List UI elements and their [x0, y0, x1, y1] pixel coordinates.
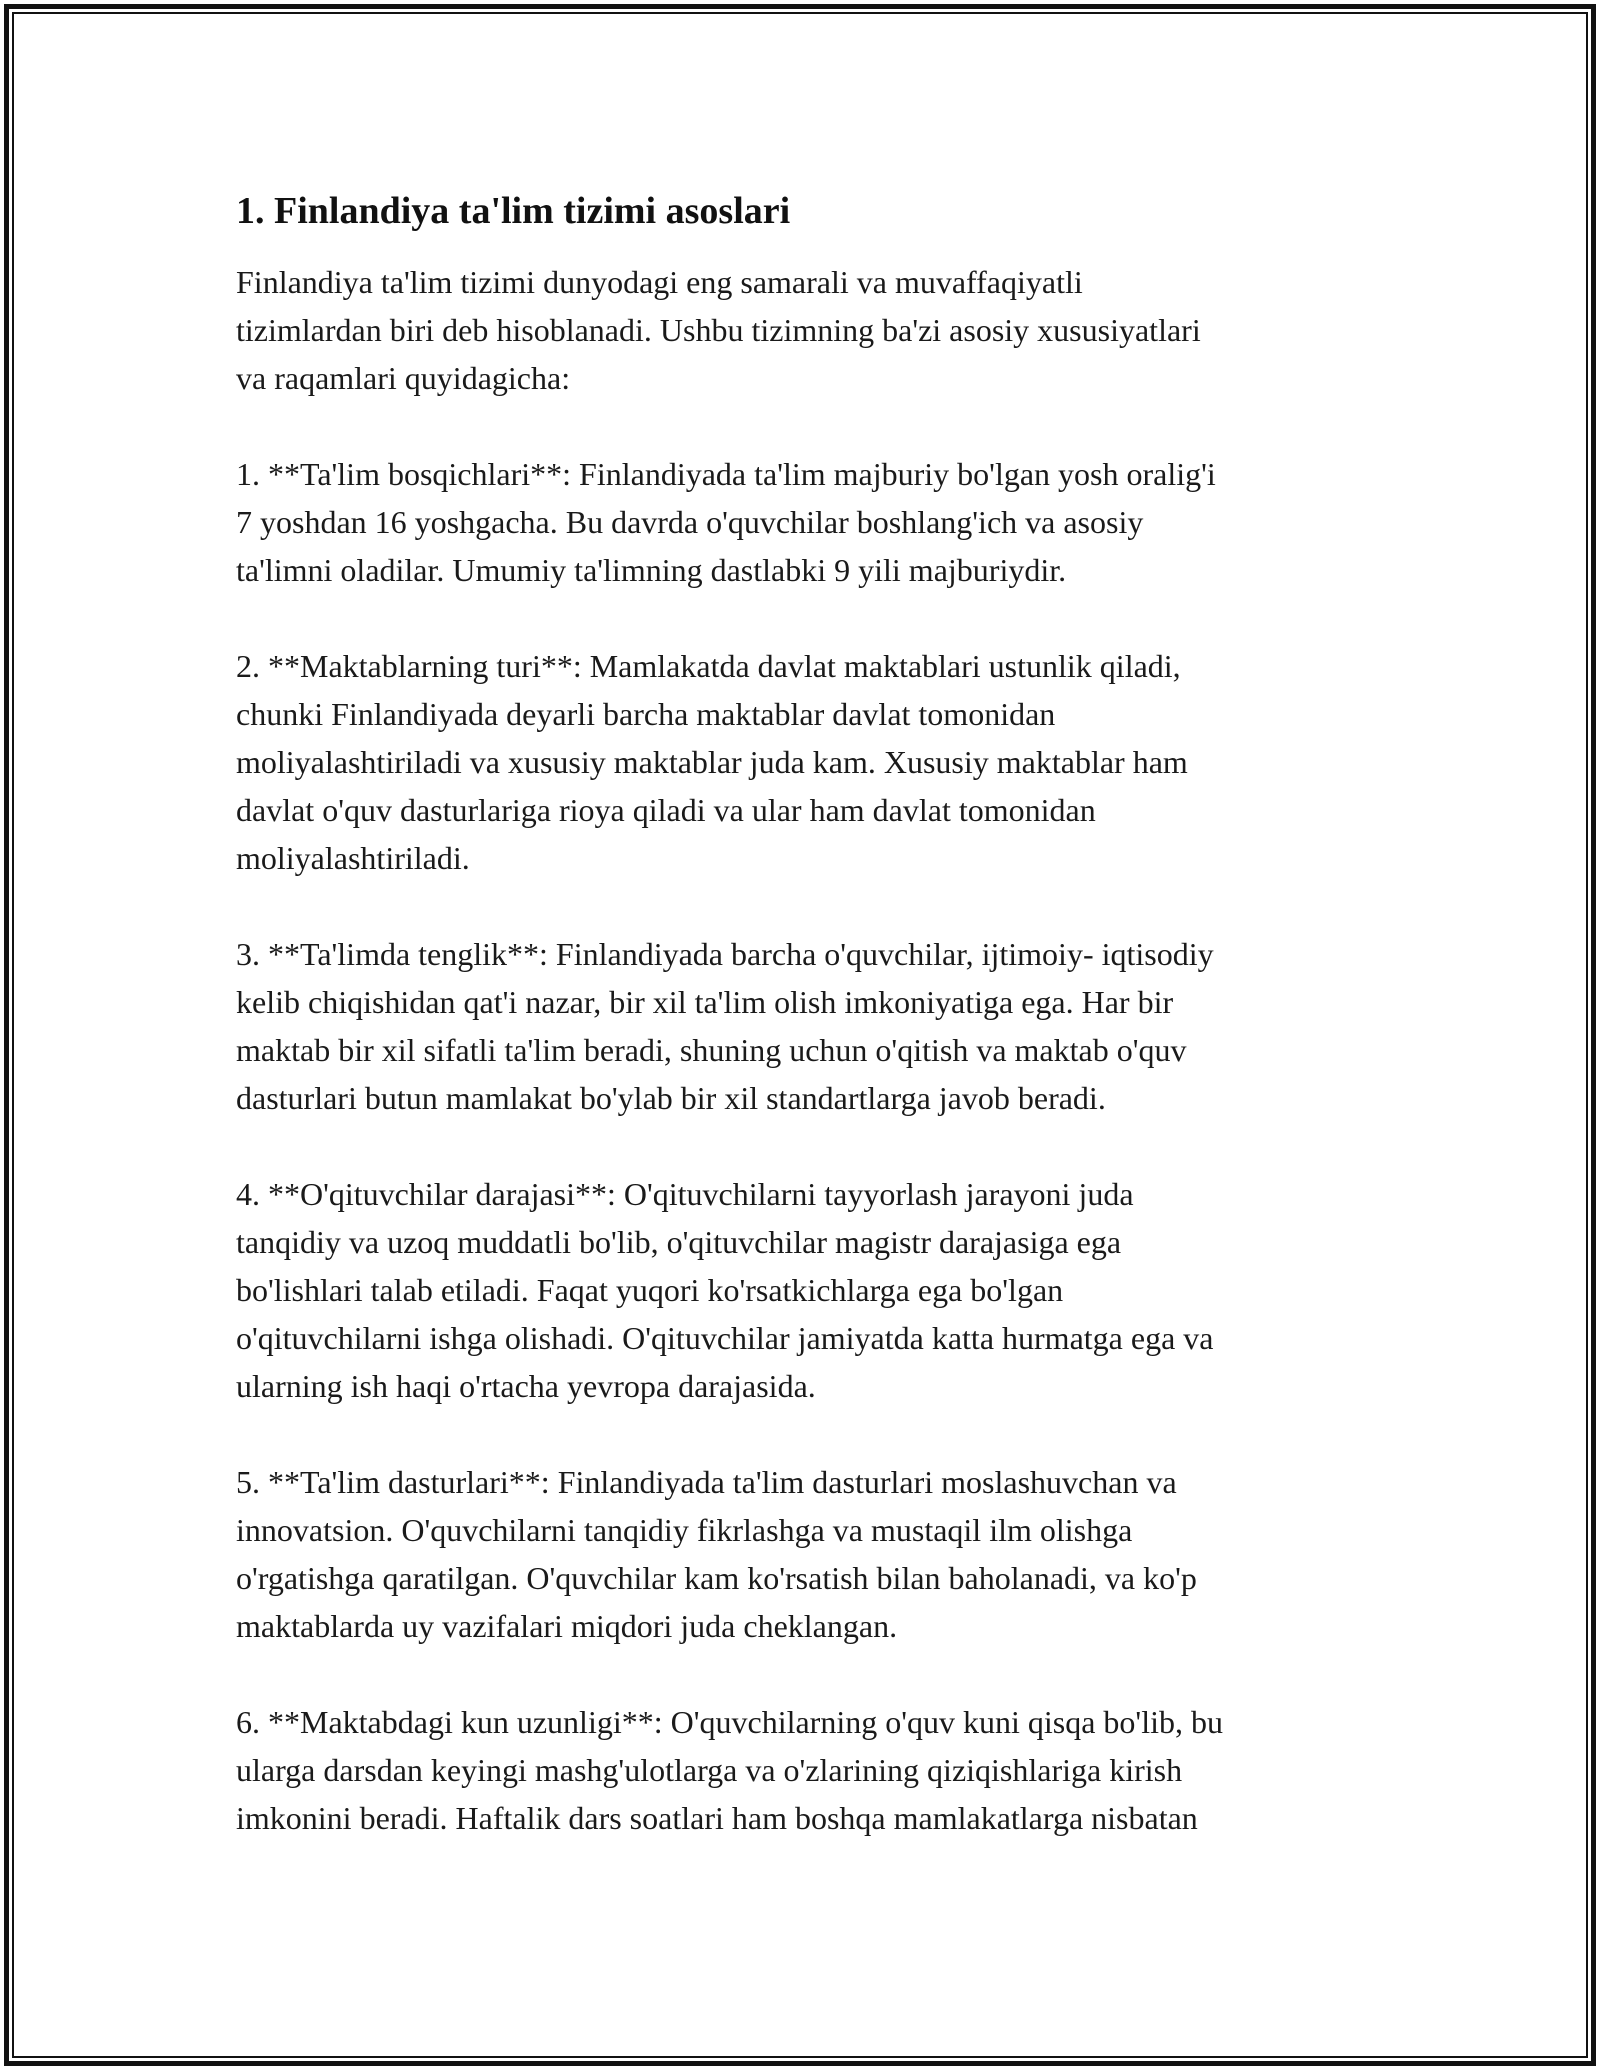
document-body — [236, 186, 1376, 1890]
text-line: 7 yoshdan 16 yoshgacha. Bu davrda o'quvchilar boshlang'ich va asosiy — [236, 504, 1144, 540]
text-line: 5. **Ta'lim dasturlari**: Finlandiyada ta'lim dasturlari moslashuvchan va — [236, 1464, 1177, 1500]
text-line: 1. **Ta'lim bosqichlari**: Finlandiyada ta'lim majburiy bo'lgan yosh oralig'i — [236, 456, 1216, 492]
text-line: o'qituvchilarni ishga olishadi. O'qituvchilar jamiyatda katta hurmatga ega va — [236, 1320, 1214, 1356]
text-line: 3. **Ta'limda tenglik**: Finlandiyada barcha o'quvchilar, ijtimoiy- iqtisodiy — [236, 936, 1214, 972]
text-line: dasturlari butun mamlakat bo'ylab bir xil standartlarga javob beradi. — [236, 1080, 1106, 1116]
text-line: Finlandiya ta'lim tizimi dunyodagi eng samarali va muvaffaqiyatli — [236, 264, 1083, 300]
text-line: 2. **Maktablarning turi**: Mamlakatda davlat maktablari ustunlik qiladi, — [236, 648, 1181, 684]
text-line: bo'lishlari talab etiladi. Faqat yuqori ko'rsatkichlarga ega bo'lgan — [236, 1272, 1064, 1308]
list-item-talim-bosqichlari — [236, 450, 1376, 594]
list-item-maktabdagi-kun-uzunligi — [236, 1698, 1376, 1842]
text-line: ularning ish haqi o'rtacha yevropa darajasida. — [236, 1368, 816, 1404]
text-line: va raqamlari quyidagicha: — [236, 360, 571, 396]
text-line: o'rgatishga qaratilgan. O'quvchilar kam ko'rsatish bilan baholanadi, va ko'p — [236, 1560, 1197, 1596]
text-line: tizimlardan biri deb hisoblanadi. Ushbu tizimning ba'zi asosiy xususiyatlari — [236, 312, 1201, 348]
text-line: kelib chiqishidan qat'i nazar, bir xil ta'lim olish imkoniyatiga ega. Har bir — [236, 984, 1174, 1020]
text-line: 6. **Maktabdagi kun uzunligi**: O'quvchilarning o'quv kuni qisqa bo'lib, bu — [236, 1704, 1223, 1740]
list-item-talimda-tenglik — [236, 930, 1376, 1122]
text-line: maktab bir xil sifatli ta'lim beradi, shuning uchun o'qitish va maktab o'quv — [236, 1032, 1187, 1068]
text-line: ularga darsdan keyingi mashg'ulotlarga va o'zlarining qiziqishlariga kirish — [236, 1752, 1183, 1788]
list-item-talim-dasturlari — [236, 1458, 1376, 1650]
text-line: moliyalashtiriladi va xususiy maktablar juda kam. Xususiy maktablar ham — [236, 744, 1188, 780]
section-heading: 1. Finlandiya ta'lim tizimi asoslari — [236, 190, 791, 232]
intro-paragraph — [236, 258, 1376, 402]
text-line: tanqidiy va uzoq muddatli bo'lib, o'qituvchilar magistr darajasiga ega — [236, 1224, 1122, 1260]
list-item-oqituvchilar-darajasi — [236, 1170, 1376, 1410]
text-line: imkonini beradi. Haftalik dars soatlari ham boshqa mamlakatlarga nisbatan — [236, 1800, 1198, 1836]
text-line: chunki Finlandiyada deyarli barcha maktablar davlat tomonidan — [236, 696, 1056, 732]
text-line: maktablarda uy vazifalari miqdori juda cheklangan. — [236, 1608, 898, 1644]
text-line: 4. **O'qituvchilar darajasi**: O'qituvchilarni tayyorlash jarayoni juda — [236, 1176, 1134, 1212]
text-line: davlat o'quv dasturlariga rioya qiladi va ular ham davlat tomonidan — [236, 792, 1096, 828]
list-item-maktablarning-turi — [236, 642, 1376, 882]
text-line: ta'limni oladilar. Umumiy ta'limning dastlabki 9 yili majburiydir. — [236, 552, 1067, 588]
text-line: moliyalashtiriladi. — [236, 840, 470, 876]
text-line: innovatsion. O'quvchilarni tanqidiy fikrlashga va mustaqil ilm olishga — [236, 1512, 1133, 1548]
